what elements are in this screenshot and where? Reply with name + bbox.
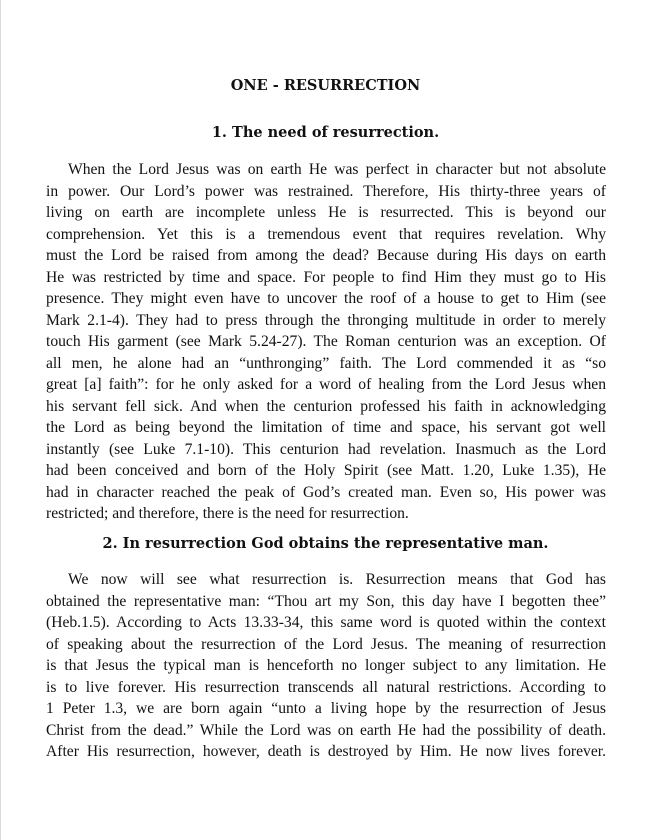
text-line: Christ from the dead.” While the Lord was on earth He had the possibility of death. (46, 721, 606, 739)
text-line: Mark 2.1-4). They had to press through the thronging multitude in order to merely (46, 311, 606, 329)
text-line: must the Lord be raised from among the dead? Because during His days on earth (46, 247, 606, 264)
text-line: great [a] faith”: for he only asked for a word of healing from the Lord Jesus when (46, 376, 606, 393)
text-line: the Lord as being beyond the limitation of time and space, his servant got well (46, 419, 606, 436)
text-line: After His resurrection, however, death is destroyed by Him. He now lives forever. (46, 743, 606, 760)
text-line: is that Jesus the typical man is henceforth no longer subject to any limitation. He (46, 657, 606, 674)
text-line: presence. They might even have to uncover the roof of a house to get to Him (see (46, 290, 606, 307)
section-heading-representative-man: 2. In resurrection God obtains the representative man. (102, 535, 549, 552)
text-line: had in character reached the peak of God’s created man. Even so, His power was (46, 483, 606, 501)
text-line: When the Lord Jesus was on earth He was perfect in character but not absolute (68, 161, 606, 178)
text-line: his servant fell sick. And when the centurion professed his faith in acknowledging (46, 397, 606, 415)
text-line: touch His garment (see Mark 5.24-27). The Roman centurion was an exception. Of (46, 333, 606, 350)
text-line: in power. Our Lord’s power was restrained. Therefore, His thirty-three years of (46, 182, 606, 200)
text-line: is to live forever. His resurrection transcends all natural restrictions. According to (46, 678, 606, 696)
chapter-title: ONE - RESURRECTION (230, 77, 421, 94)
text-line: We now will see what resurrection is. Resurrection means that God has (68, 571, 606, 588)
text-line: all men, he alone had an “unthronging” faith. The Lord commended it as “so (46, 354, 606, 372)
text-line: 1 Peter 1.3, we are born again “unto a living hope by the resurrection of Jesus (46, 700, 606, 717)
text-line: obtained the representative man: “Thou art my Son, this day have I begotten thee” (46, 592, 606, 610)
paragraph-need-of-resurrection (46, 159, 606, 525)
text-line: restricted; and therefore, there is the need for resurrection. (46, 505, 409, 522)
text-line: had been conceived and born of the Holy Spirit (see Matt. 1.20, Luke 1.35), He (46, 462, 606, 479)
text-line: of speaking about the resurrection of the Lord Jesus. The meaning of resurrection (46, 635, 606, 653)
text-line: (Heb.1.5). According to Acts 13.33-34, this same word is quoted within the context (46, 614, 606, 631)
text-line: instantly (see Luke 7.1-10). This centurion had revelation. Inasmuch as the Lord (46, 440, 606, 458)
paragraph-representative-man (46, 569, 606, 763)
section-heading-need-of-resurrection: 1. The need of resurrection. (211, 124, 440, 141)
text-line: living on earth are incomplete unless He is resurrected. This is beyond our (46, 204, 606, 221)
text-line: comprehension. Yet this is a tremendous event that requires revelation. Why (46, 225, 606, 243)
text-line: He was restricted by time and space. For people to find Him they must go to His (46, 268, 606, 286)
